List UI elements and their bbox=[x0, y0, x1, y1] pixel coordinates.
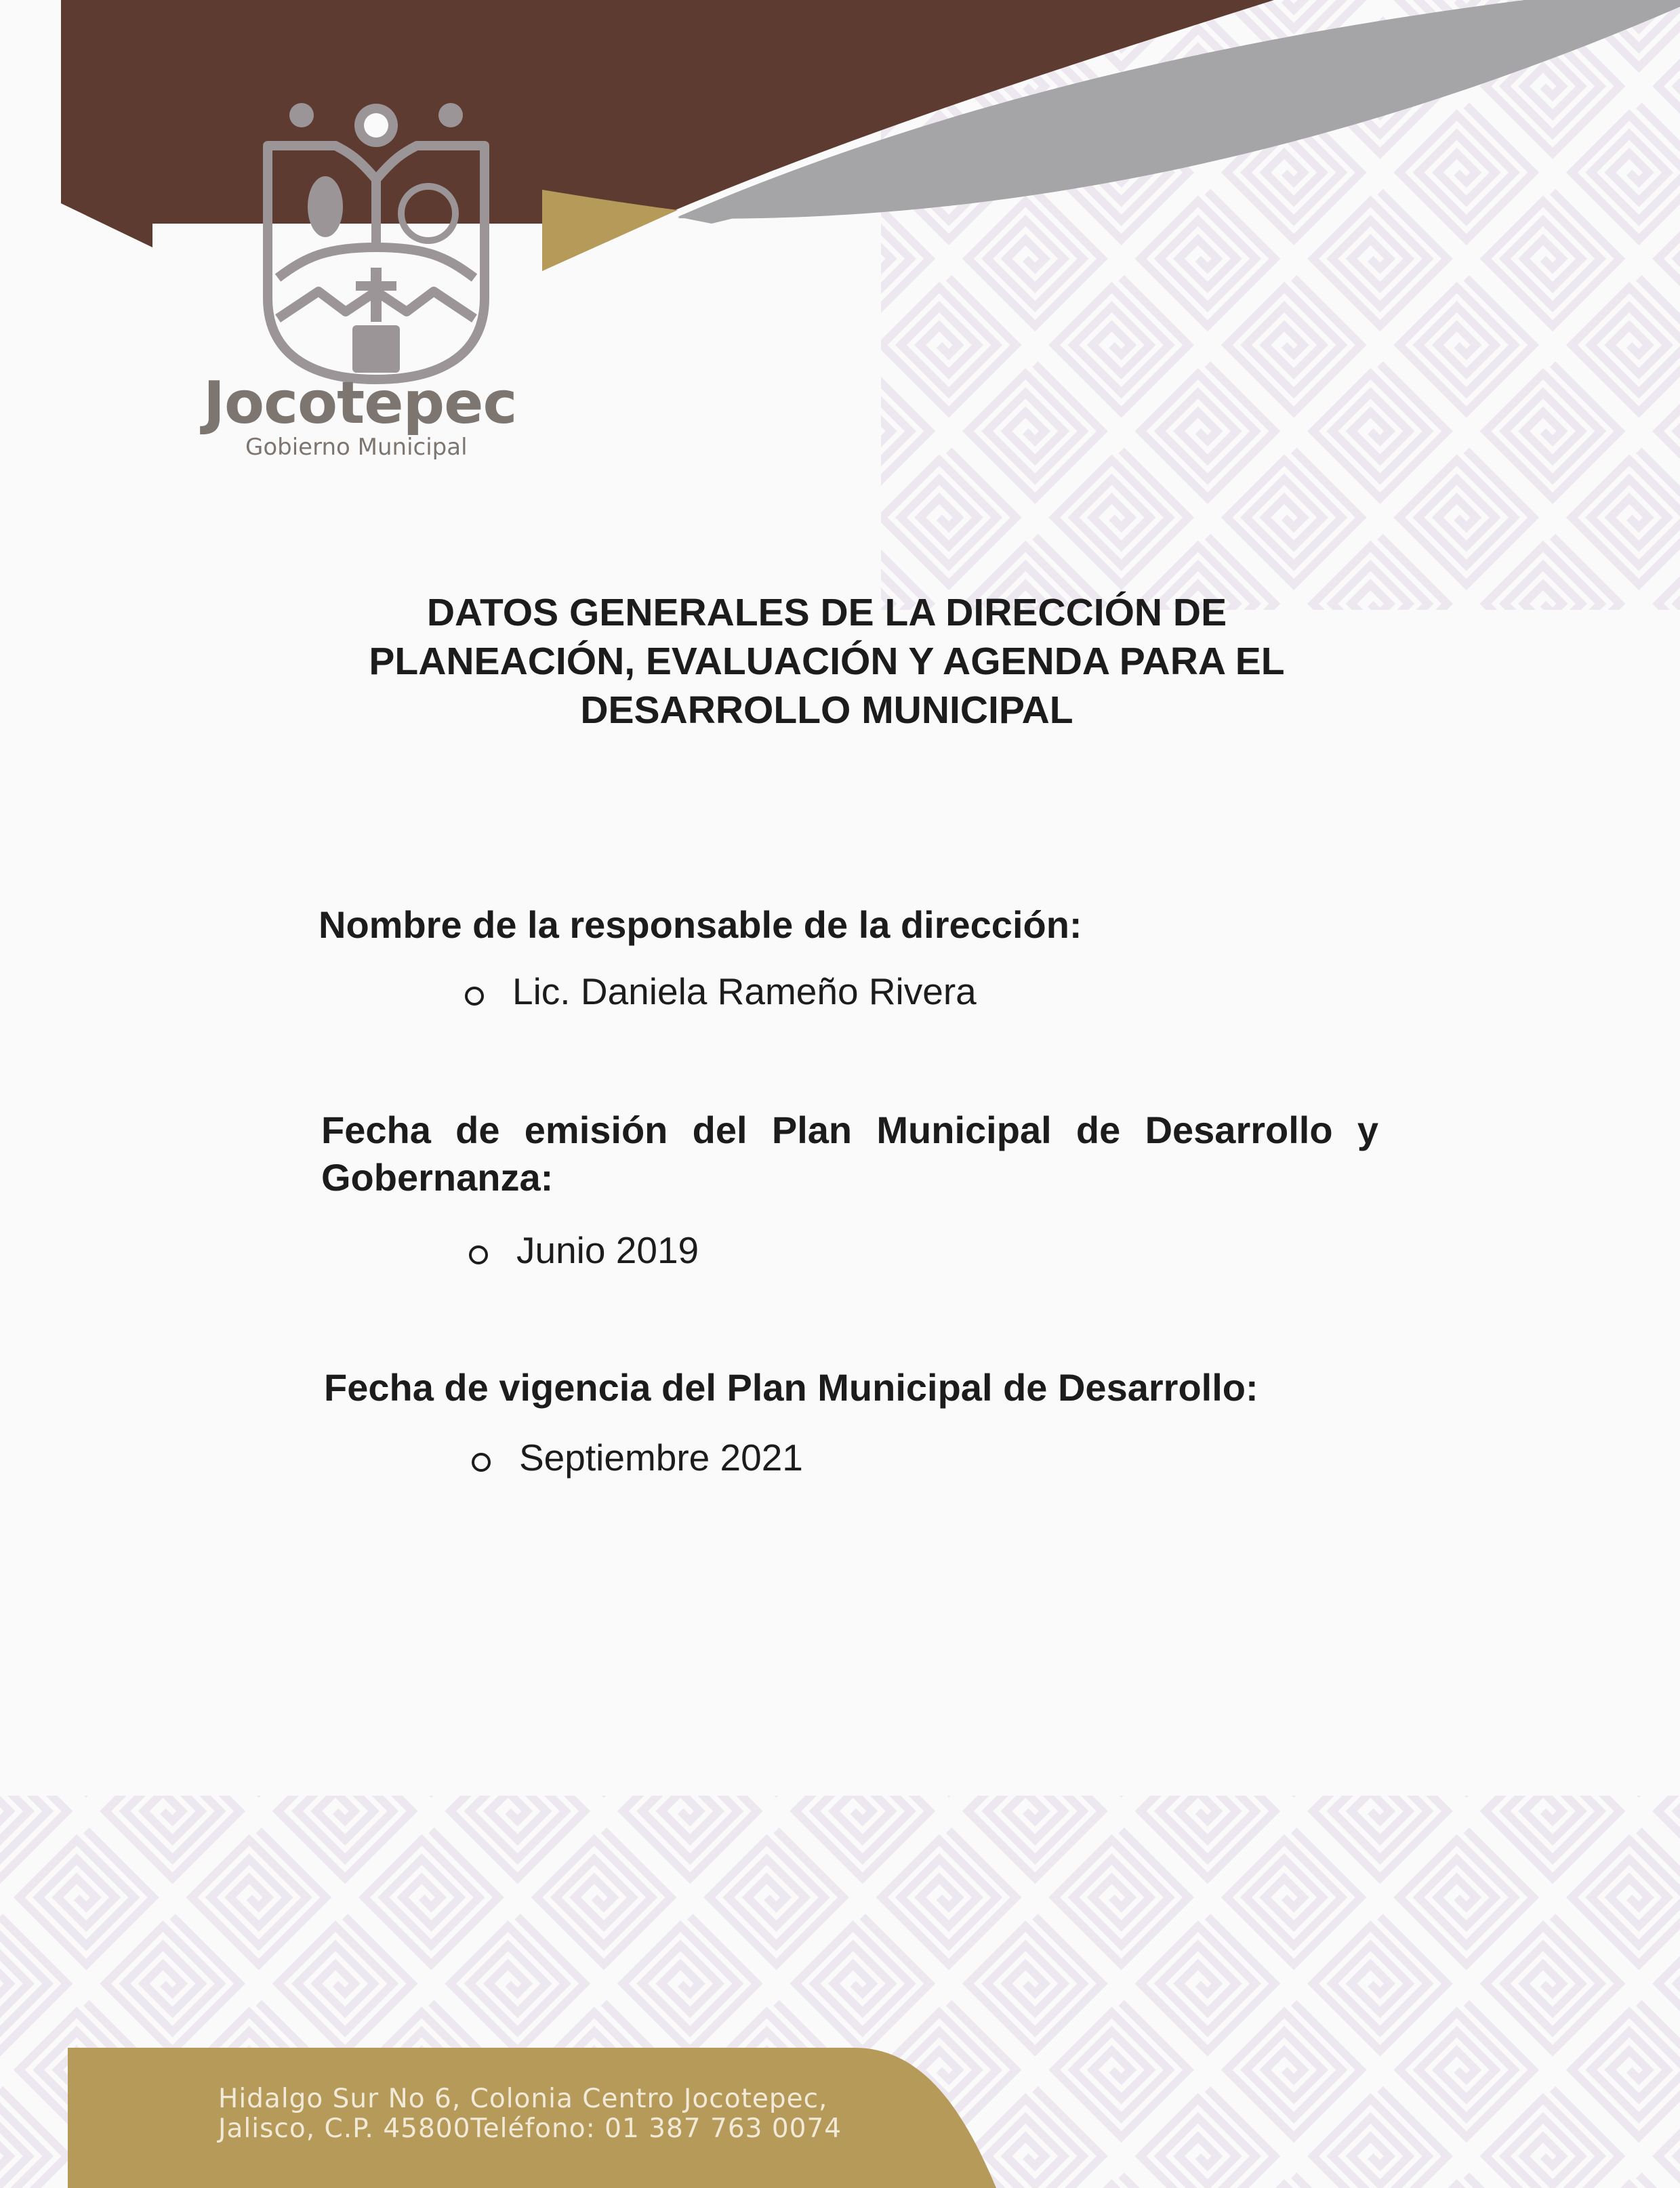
logo-subtitle: Gobierno Municipal bbox=[245, 434, 468, 461]
document-title bbox=[298, 588, 1355, 735]
logo-wordmark: Jocotepec bbox=[203, 369, 517, 437]
list-item-responsable bbox=[465, 969, 977, 1014]
address-line: Jalisco, C.P. 45800Teléfono: 01 387 763 0074 bbox=[218, 2113, 842, 2144]
list-item-text: Septiembre 2021 bbox=[519, 1437, 803, 1479]
title-line: PLANEACIÓN, EVALUACIÓN Y AGENDA PARA EL bbox=[369, 640, 1285, 683]
circle-bullet-icon bbox=[465, 987, 484, 1006]
list-item-text: Lic. Daniela Rameño Rivera bbox=[512, 970, 977, 1012]
list-item-emision bbox=[469, 1228, 699, 1273]
section-heading-vigencia bbox=[324, 1364, 1258, 1411]
section-heading-responsable bbox=[319, 901, 1082, 949]
heading-line: Fecha de emisión del Plan Municipal de Desarrollo y bbox=[321, 1109, 1378, 1151]
heading-line: Fecha de vigencia del Plan Municipal de Desarrollo: bbox=[324, 1366, 1258, 1409]
circle-bullet-icon bbox=[472, 1453, 491, 1472]
list-item-text: Junio 2019 bbox=[516, 1229, 699, 1271]
heading-line: Nombre de la responsable de la dirección: bbox=[319, 903, 1082, 946]
footer-address bbox=[218, 2084, 842, 2144]
heading-line: Gobernanza: bbox=[321, 1156, 554, 1199]
title-line: DESARROLLO MUNICIPAL bbox=[580, 688, 1073, 732]
section-heading-emision bbox=[321, 1107, 1378, 1201]
list-item-vigencia bbox=[472, 1435, 803, 1480]
title-line: DATOS GENERALES DE LA DIRECCIÓN DE bbox=[426, 591, 1227, 634]
address-line: Hidalgo Sur No 6, Colonia Centro Jocotepec, bbox=[218, 2084, 828, 2114]
circle-bullet-icon bbox=[469, 1245, 488, 1264]
